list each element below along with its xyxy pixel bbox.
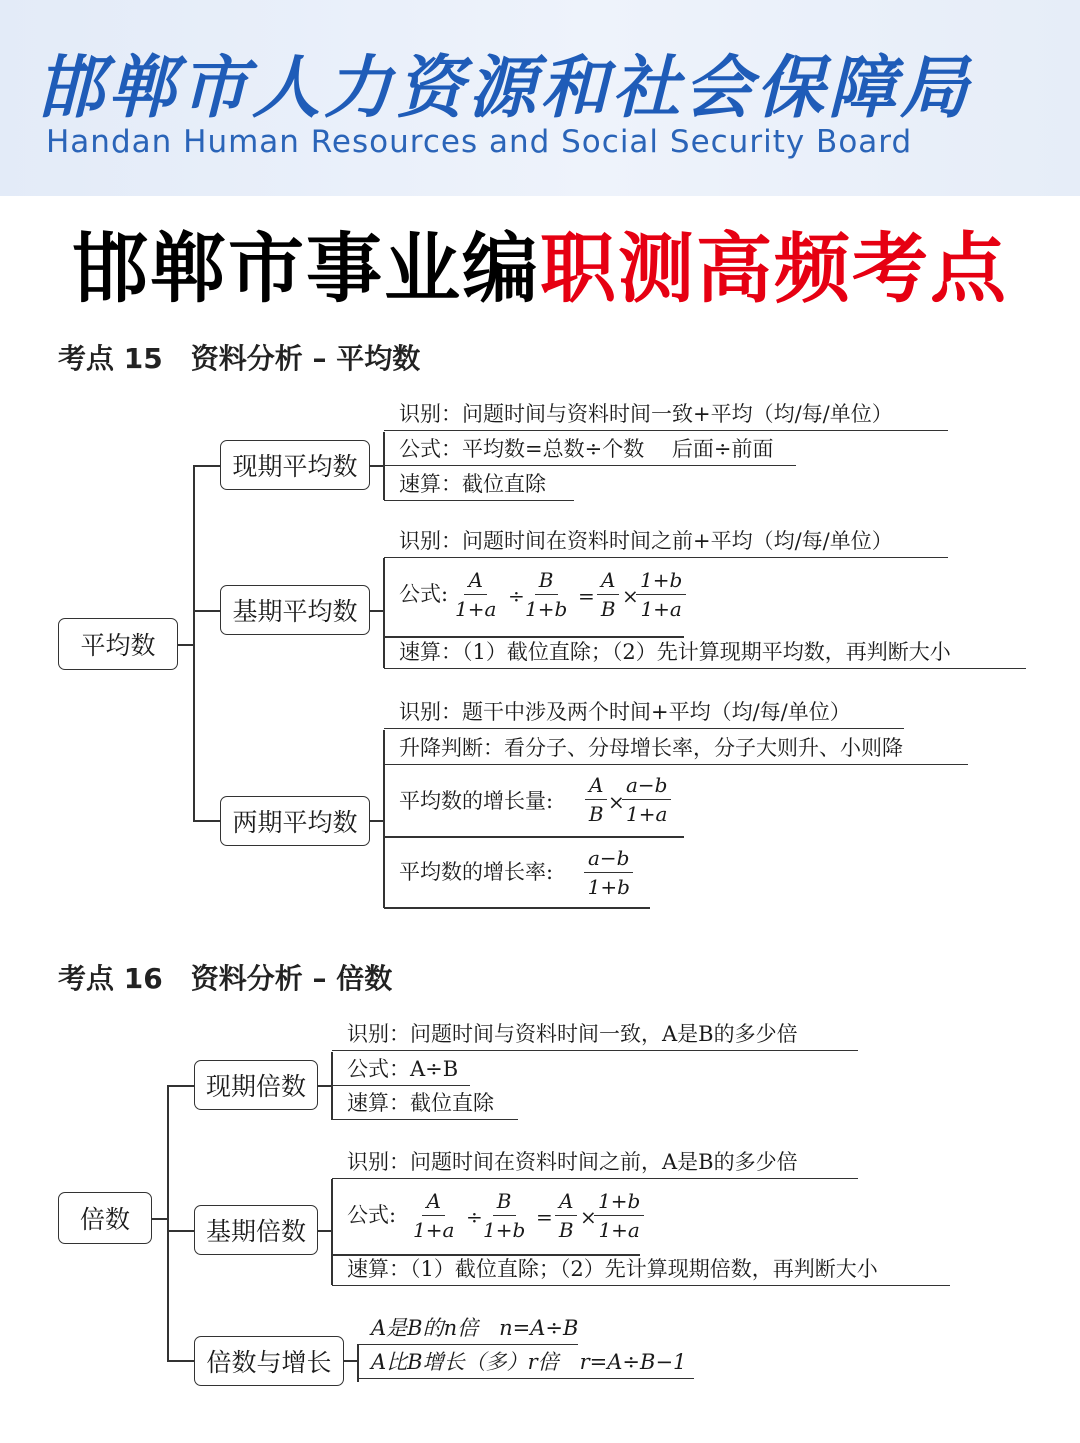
banner-title-cn: 邯郸市人力资源和社会保障局 xyxy=(36,49,973,128)
sec15-b3-trend: 升降判断：看分子、分母增长率，分子大则升、小则降 xyxy=(384,736,968,765)
sec15-b3-identify: 识别：题干中涉及两个时间+平均（均/每/单位） xyxy=(384,700,904,729)
fraction: $\frac{A}{B}$ xyxy=(597,568,619,621)
page-title-part1: 邯郸市事业编 xyxy=(72,224,540,313)
sec16-b1-formula: 公式：A÷B xyxy=(332,1057,470,1086)
sec15-node-base-average: 基期平均数 xyxy=(220,585,370,635)
underline xyxy=(332,1254,640,1256)
equals-sign: = xyxy=(536,1205,553,1229)
fraction: $\frac{A}{1+a}$ xyxy=(413,1189,455,1242)
divide-sign: ÷ xyxy=(466,1205,483,1229)
sec16-b3-r-times: A比B增长（多）r倍 r=A÷B−1 xyxy=(358,1350,694,1379)
sec15-node-current-average: 现期平均数 xyxy=(220,440,370,490)
connector xyxy=(318,1085,332,1087)
fraction: $\frac{a-b}{1+b}$ xyxy=(584,846,633,899)
sec15-b2-formula-label: 公式: xyxy=(399,582,449,606)
multiply-sign: × xyxy=(622,584,639,608)
underline xyxy=(384,636,684,638)
multiply-sign: × xyxy=(608,790,625,814)
section-15-title: 考点 15 资料分析 – 平均数 xyxy=(58,342,421,375)
connector xyxy=(193,820,221,822)
sec15-b2-identify: 识别：问题时间在资料时间之前+平均（均/每/单位） xyxy=(384,529,948,558)
fraction: $\frac{A}{B}$ xyxy=(555,1189,577,1242)
divide-sign: ÷ xyxy=(508,584,525,608)
header-banner xyxy=(0,0,1080,196)
fraction: $\frac{a-b}{1+a}$ xyxy=(622,773,671,826)
fraction: $\frac{1+b}{1+a}$ xyxy=(636,568,686,621)
underline xyxy=(384,836,684,838)
sec15-b1-identify: 识别：问题时间与资料时间一致+平均（均/每/单位） xyxy=(384,402,948,431)
connector xyxy=(167,1360,195,1362)
sec15-b3-rate-label: 平均数的增长率: xyxy=(399,860,554,884)
connector xyxy=(370,465,384,467)
connector xyxy=(152,1218,168,1220)
connector xyxy=(370,610,384,612)
connector xyxy=(344,1360,358,1362)
sec16-b2-formula-label: 公式: xyxy=(347,1203,397,1227)
sec16-root-node: 倍数 xyxy=(58,1192,152,1244)
connector xyxy=(167,1085,169,1361)
sec15-node-two-period-average: 两期平均数 xyxy=(220,796,370,846)
section-16-title: 考点 16 资料分析 – 倍数 xyxy=(58,962,393,995)
sec16-b2-identify: 识别：问题时间在资料时间之前，A是B的多少倍 xyxy=(332,1150,858,1179)
sec16-b3-n-times: A是B的n倍 n=A÷B xyxy=(358,1316,578,1345)
connector xyxy=(178,644,194,646)
sec15-b1-formula: 公式：平均数=总数÷个数 后面÷前面 xyxy=(384,437,796,466)
sec16-node-current-multiple: 现期倍数 xyxy=(194,1060,318,1110)
multiply-sign: × xyxy=(580,1205,597,1229)
fraction: $\frac{B}{1+b}$ xyxy=(483,1189,526,1242)
connector xyxy=(370,820,384,822)
sec16-b1-identify: 识别：问题时间与资料时间一致，A是B的多少倍 xyxy=(332,1022,858,1051)
connector xyxy=(193,465,195,821)
sec16-node-base-multiple: 基期倍数 xyxy=(194,1205,318,1255)
sec15-b1-quick: 速算：截位直除 xyxy=(384,472,574,501)
sec15-b2-quick: 速算：（1）截位直除；（2）先计算现期平均数，再判断大小 xyxy=(384,640,1026,669)
sec15-b3-increment-label: 平均数的增长量: xyxy=(399,789,554,813)
fraction: $\frac{A}{1+a}$ xyxy=(455,568,497,621)
sec16-node-multiple-and-growth: 倍数与增长 xyxy=(194,1336,344,1386)
sec15-root-node: 平均数 xyxy=(58,618,178,670)
connector xyxy=(167,1085,195,1087)
fraction: $\frac{B}{1+b}$ xyxy=(525,568,568,621)
connector xyxy=(318,1230,332,1232)
connector xyxy=(193,465,221,467)
sec16-b1-quick: 速算：截位直除 xyxy=(332,1091,518,1120)
sec16-b2-quick: 速算：（1）截位直除；（2）先计算现期倍数，再判断大小 xyxy=(332,1257,950,1286)
fraction: $\frac{A}{B}$ xyxy=(585,773,607,826)
equals-sign: = xyxy=(578,584,595,608)
connector xyxy=(193,610,221,612)
fraction: $\frac{1+b}{1+a}$ xyxy=(594,1189,644,1242)
page-title-part2: 职测高频考点 xyxy=(540,224,1008,313)
page-title xyxy=(0,208,1080,317)
banner-title-en: Handan Human Resources and Social Security Board xyxy=(46,124,913,160)
connector xyxy=(167,1230,195,1232)
underline xyxy=(384,907,650,909)
